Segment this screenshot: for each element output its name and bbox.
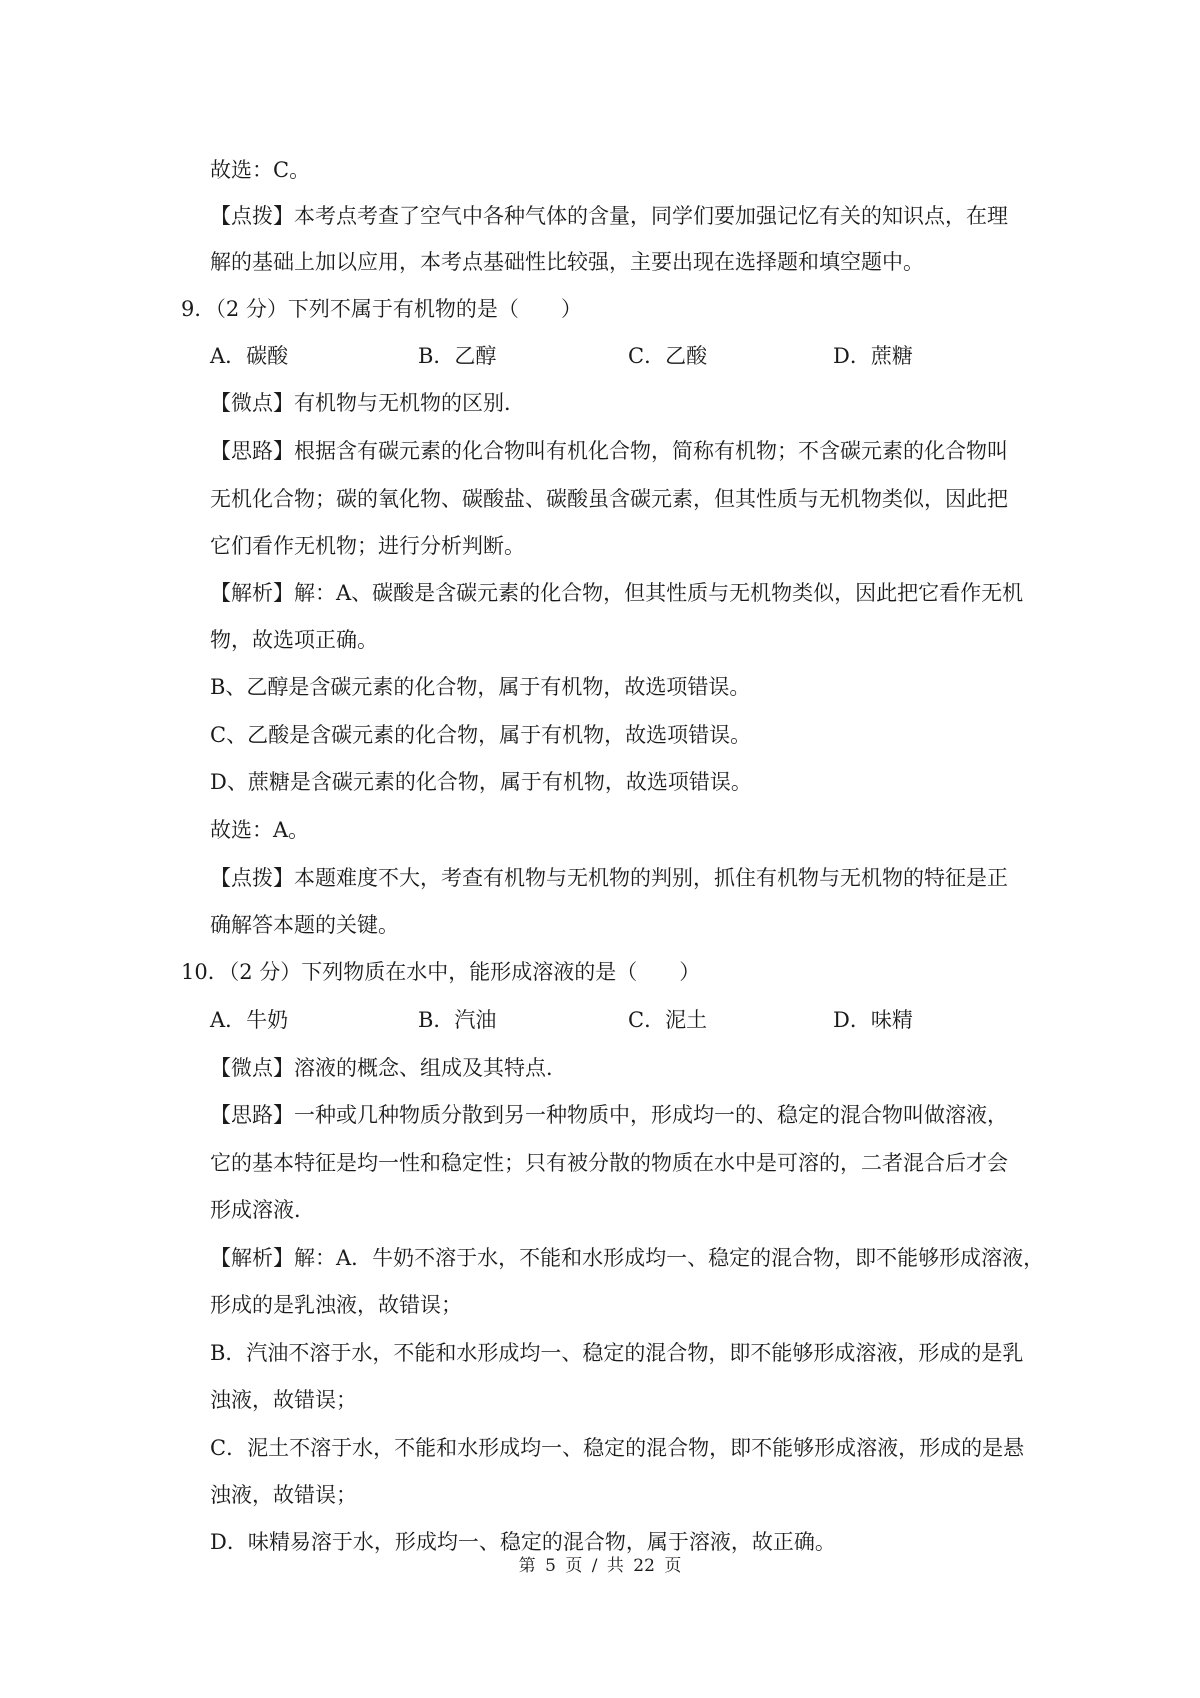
footer-total-prefix: 共 xyxy=(606,1556,624,1576)
q9-analysis-line-5: D、蔗糖是含碳元素的化合物，属于有机物，故选项错误。 xyxy=(210,770,752,794)
q10-option-a: A．牛奶 xyxy=(210,1008,289,1032)
q10-idea-line-1: 【思路】一种或几种物质分散到另一种物质中，形成均一的、稳定的混合物叫做溶液， xyxy=(210,1103,1008,1127)
previous-tip-line-2: 解的基础上加以应用，本考点基础性比较强，主要出现在选择题和填空题中。 xyxy=(210,250,924,274)
page-footer xyxy=(0,1554,1200,1578)
q9-point: 【微点】有机物与无机物的区别． xyxy=(210,391,525,415)
q9-analysis-line-1: 【解析】解：A、碳酸是含碳元素的化合物，但其性质与无机物类似，因此把它看作无机 xyxy=(210,581,1024,605)
q10-analysis-line-5: C．泥土不溶于水，不能和水形成均一、稳定的混合物，即不能够形成溶液，形成的是悬 xyxy=(210,1436,1025,1460)
q10-analysis-line-7: D．味精易溶于水，形成均一、稳定的混合物，属于溶液，故正确。 xyxy=(210,1530,836,1554)
q9-option-d: D．蔗糖 xyxy=(833,344,913,368)
q10-idea-line-3: 形成溶液． xyxy=(210,1198,315,1222)
previous-answer: 故选：C。 xyxy=(210,158,311,182)
q9-analysis-line-4: C、乙酸是含碳元素的化合物，属于有机物，故选项错误。 xyxy=(210,723,752,747)
q10-analysis-line-1: 【解析】解：A．牛奶不溶于水，不能和水形成均一、稳定的混合物，即不能够形成溶液， xyxy=(210,1246,1045,1270)
q10-idea-line-2: 它的基本特征是均一性和稳定性；只有被分散的物质在水中是可溶的，二者混合后才会 xyxy=(210,1151,1008,1175)
q9-tip-line-2: 确解答本题的关键。 xyxy=(210,913,399,937)
q10-analysis-line-6: 浊液，故错误； xyxy=(210,1483,357,1507)
q9-idea-line-1: 【思路】根据含有碳元素的化合物叫有机化合物，简称有机物；不含碳元素的化合物叫 xyxy=(210,439,1008,463)
q9-option-a: A．碳酸 xyxy=(210,344,289,368)
q9-option-c: C．乙酸 xyxy=(628,344,708,368)
question-10-stem: 10．（2 分）下列物质在水中，能形成溶液的是（ ） xyxy=(181,960,701,984)
q10-option-c: C．泥土 xyxy=(628,1008,708,1032)
q10-option-d: D．味精 xyxy=(833,1008,913,1032)
q9-tip-line-1: 【点拨】本题难度不大，考查有机物与无机物的判别，抓住有机物与无机物的特征是正 xyxy=(210,866,1008,890)
footer-page-unit: 页 xyxy=(565,1556,583,1576)
footer-total-pages: 22 xyxy=(633,1556,655,1576)
previous-tip-line-1: 【点拨】本考点考查了空气中各种气体的含量，同学们要加强记忆有关的知识点，在理 xyxy=(210,204,1008,228)
footer-separator: / xyxy=(591,1556,598,1576)
q10-option-b: B．汽油 xyxy=(418,1008,497,1032)
question-9-stem: 9．（2 分）下列不属于有机物的是（ ） xyxy=(181,297,582,321)
q9-analysis-line-2: 物，故选项正确。 xyxy=(210,628,378,652)
q10-analysis-line-4: 浊液，故错误； xyxy=(210,1388,357,1412)
footer-page-number: 5 xyxy=(545,1556,556,1576)
q9-idea-line-3: 它们看作无机物；进行分析判断。 xyxy=(210,534,525,558)
q10-analysis-line-3: B．汽油不溶于水，不能和水形成均一、稳定的混合物，即不能够形成溶液，形成的是乳 xyxy=(210,1341,1024,1365)
q10-analysis-line-2: 形成的是乳浊液，故错误； xyxy=(210,1293,462,1317)
q9-option-b: B．乙醇 xyxy=(418,344,497,368)
footer-prefix: 第 xyxy=(518,1556,536,1576)
q9-idea-line-2: 无机化合物；碳的氧化物、碳酸盐、碳酸虽含碳元素，但其性质与无机物类似，因此把 xyxy=(210,487,1008,511)
footer-total-unit: 页 xyxy=(664,1556,682,1576)
q9-analysis-line-3: B、乙醇是含碳元素的化合物，属于有机物，故选项错误。 xyxy=(210,675,751,699)
q9-answer: 故选：A。 xyxy=(210,818,310,842)
q10-point: 【微点】溶液的概念、组成及其特点． xyxy=(210,1056,567,1080)
